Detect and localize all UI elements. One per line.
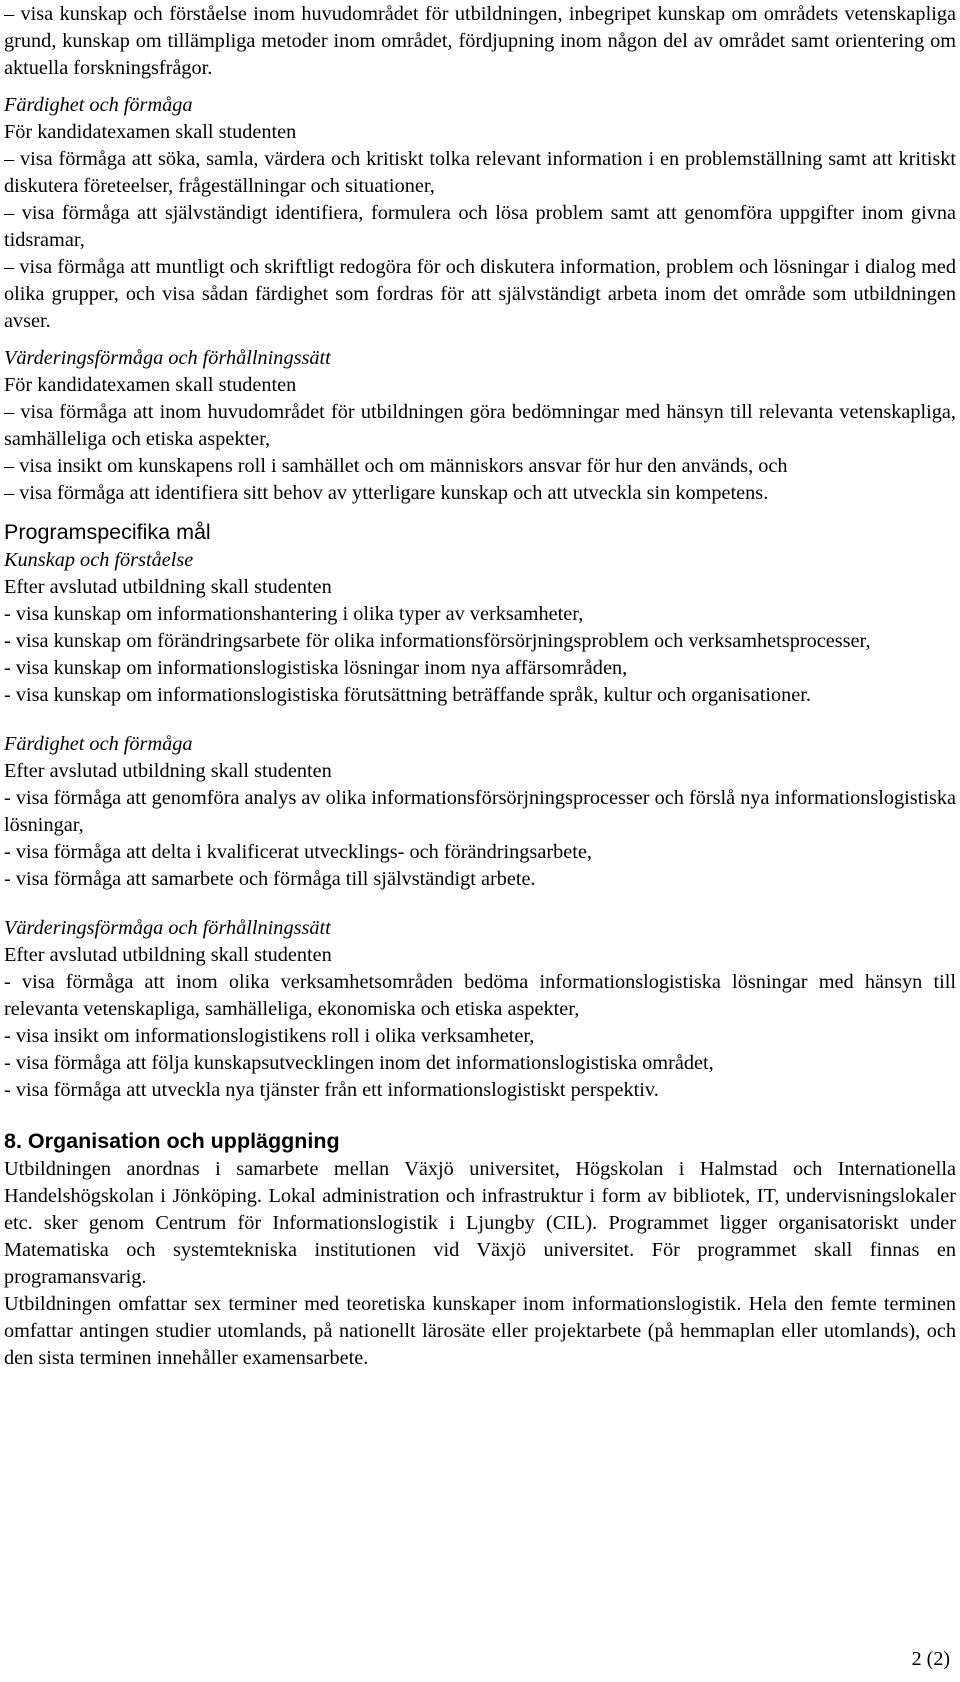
list-item: - visa kunskap om informationslogistiska förutsättning beträffande språk, kultur och organisationer. [4, 684, 811, 706]
list-item: - visa insikt om informationslogistikens roll i olika verksamheter, [4, 1025, 535, 1047]
section-lead: För kandidatexamen skall studenten [4, 374, 297, 396]
section-heading-knowledge: Kunskap och förståelse [4, 549, 194, 571]
list-item: - visa förmåga att följa kunskapsutvecklingen inom det informationslogistiska området, [4, 1052, 714, 1074]
list-item: - visa förmåga att utveckla nya tjänster från ett informationslogistiskt perspektiv. [4, 1079, 659, 1101]
list-item: - visa förmåga att samarbete och förmåga till självständigt arbete. [4, 868, 536, 890]
intro-item: – visa kunskap och förståelse inom huvudområdet för utbildningen, inbegripet kunskap om områdets vetenskapliga grund, kunskap om tillämpliga metoder inom området, fördjupning inom någon del av området samt orientering om aktuella forskningsfrågor. [4, 3, 956, 79]
program-goals-title: Programspecifika mål [4, 520, 211, 544]
list-item: - visa kunskap om förändringsarbete för olika informationsförsörjningsproblem och verksamhetsprocesser, [4, 630, 871, 652]
document-page [4, 1, 956, 1372]
section-heading-program-values: Värderingsförmåga och förhållningssätt [4, 917, 331, 939]
list-item: – visa förmåga att söka, samla, värdera och kritiskt tolka relevant information i en problemställning samt att kritiskt diskutera företeelser, frågeställningar och situationer, [4, 148, 956, 197]
organisation-paragraph: Utbildningen omfattar sex terminer med teoretiska kunskaper inom informationslogistik. Hela den femte terminen omfattar antingen studier utomlands, på nationellt lärosäte eller projektarbete (på hemmaplan eller utomlands), och den sista terminen innehåller examensarbete. [4, 1293, 956, 1369]
list-item: - visa kunskap om informationslogistiska lösningar inom nya affärsområden, [4, 657, 628, 679]
list-item: – visa förmåga att muntligt och skriftligt redogöra för och diskutera information, problem och lösningar i dialog med olika grupper, och visa sådan färdighet som fordras för att självständigt arbeta inom det område som utbildningen avser. [4, 256, 956, 332]
list-item: – visa förmåga att självständigt identifiera, formulera och lösa problem samt att genomföra uppgifter inom givna tidsramar, [4, 202, 956, 251]
section-heading-program-skills: Färdighet och förmåga [4, 733, 193, 755]
list-item: – visa insikt om kunskapens roll i samhället och om människors ansvar för hur den används, och [4, 455, 788, 477]
section-lead: Efter avslutad utbildning skall studenten [4, 576, 332, 598]
section-lead: För kandidatexamen skall studenten [4, 121, 297, 143]
section-heading-values: Värderingsförmåga och förhållningssätt [4, 347, 331, 369]
organisation-paragraph: Utbildningen anordnas i samarbete mellan Växjö universitet, Högskolan i Halmstad och Internationella Handelshögskolan i Jönköping. Lokal administration och infrastruktur i form av bibliotek, IT, undervisningslokaler etc. sker genom Centrum för Informationslogistik i Ljungby (CIL). Programmet ligger organisatoriskt under Matematiska och systemtekniska institutionen vid Växjö universitet. För programmet skall finnas en programansvarig. [4, 1158, 956, 1288]
list-item: - visa förmåga att inom olika verksamhetsområden bedöma informationslogistiska lösningar med hänsyn till relevanta vetenskapliga, samhälleliga, ekonomiska och etiska aspekter, [4, 971, 956, 1020]
list-item: - visa kunskap om informationshantering i olika typer av verksamheter, [4, 603, 584, 625]
section-heading-skills: Färdighet och förmåga [4, 94, 193, 116]
section-lead: Efter avslutad utbildning skall studenten [4, 944, 332, 966]
list-item: – visa förmåga att inom huvudområdet för utbildningen göra bedömningar med hänsyn till relevanta vetenskapliga, samhälleliga och etiska aspekter, [4, 401, 956, 450]
list-item: - visa förmåga att genomföra analys av olika informationsförsörjningsprocesser och förslå nya informationslogistiska lösningar, [4, 787, 956, 836]
section-lead: Efter avslutad utbildning skall studenten [4, 760, 332, 782]
organisation-title: 8. Organisation och uppläggning [4, 1129, 340, 1153]
list-item: - visa förmåga att delta i kvalificerat utvecklings- och förändringsarbete, [4, 841, 592, 863]
list-item: – visa förmåga att identifiera sitt behov av ytterligare kunskap och att utveckla sin kompetens. [4, 482, 769, 504]
page-number: 2 (2) [911, 1648, 950, 1670]
